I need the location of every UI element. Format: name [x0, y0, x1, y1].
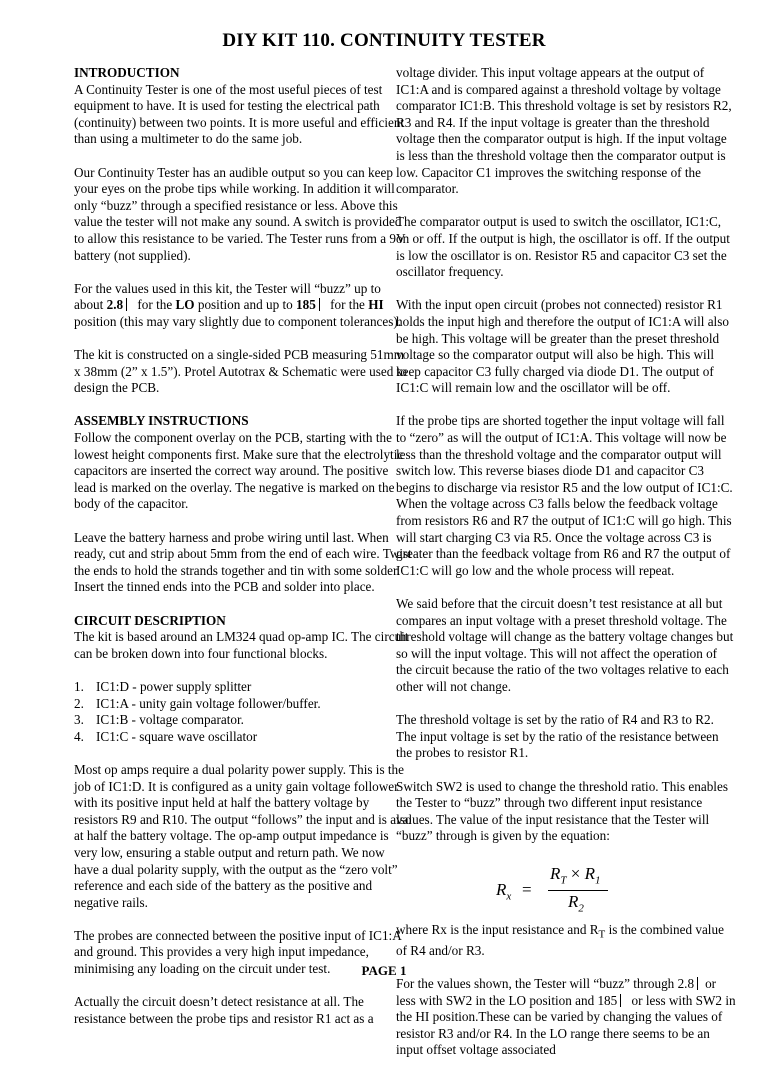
list-item: [74, 679, 412, 696]
right-paragraph-2: The comparator output is used to switch the oscillator, IC1:C, on or off. If the output is high, the oscillator is off. If the output is low the oscillator is on. Resistor R5 and capacitor C3 set the oscillator frequency.: [396, 214, 730, 280]
hi-value: 185: [296, 297, 316, 313]
right-paragraph-7: Switch SW2 is used to change the threshold ratio. This enables the Tester to “buzz” through two different input resistance values. The value of the input resistance that the Tester will “buzz” through is given by the equation:: [396, 778, 728, 844]
eq-num-b: R: [584, 863, 595, 883]
circuit-paragraph-2: Most op amps require a dual polarity power supply. This is the job of IC1:D. It is configured as a unity gain voltage follower with its positive input held at half the battery voltage by resistors R9 and R10. The output “follows” the input and is also at half the battery voltage. The op-amp output impedance is very low, ensuring a stable output and return path. We now have a dual polarity supply, with the output as the “zero volt” reference and each side of the battery as the positive and negative rails.: [74, 761, 412, 910]
equation-denominator: [568, 891, 584, 917]
equation-lhs: [496, 879, 512, 905]
intro-heading: INTRODUCTION: [74, 65, 180, 80]
hi-label: HI: [368, 297, 384, 313]
list-text: IC1:B - voltage comparator.: [96, 712, 244, 728]
eq-lhs-sub: x: [506, 889, 512, 902]
p8-a: where Rx is the input resistance and R: [396, 921, 599, 937]
equals-sign: =: [522, 879, 532, 899]
circuit-paragraph-3: The probes are connected between the positive input of IC1:A and ground. This provides a very high input impedance, minimising any loading on the circuit under test.: [74, 927, 402, 977]
right-paragraph-1: voltage divider. This input voltage appears at the output of IC1:A and is compared against a threshold voltage by voltage comparator IC1:B. This threshold voltage is set by resistors R2, R3 and R4. If the input voltage is greater than the threshold voltage then the comparator output is high. If the input voltage is less than the threshold voltage then the comparator output is low. Capacitor C1 improves the switching response of the comparator.: [396, 65, 732, 197]
eq-times: ×: [566, 863, 585, 883]
ohm-symbol-icon: [319, 298, 324, 311]
right-column: [396, 65, 736, 1075]
resistance-equation: [396, 862, 736, 918]
intro-p3-b: for the: [134, 297, 176, 313]
p9-b: or less with SW2 in the LO position and 185: [396, 975, 717, 1008]
list-number: 1.: [74, 678, 84, 694]
equation-numerator: [550, 863, 601, 889]
assembly-heading: ASSEMBLY INSTRUCTIONS: [74, 413, 249, 429]
p8-b: is the combined value of R4 and/or R3.: [396, 921, 724, 958]
circuit-paragraph-4: Actually the circuit doesn’t detect resistance at all. The resistance between the probe tips and resistor R1 act as a: [74, 994, 374, 1026]
assembly-paragraph-1: Follow the component overlay on the PCB, starting with the lowest height components first. Make sure that the electrolytic capacitors are inserted the correct way around. The positive lead is marked on the overlay. The negative is marked on the body of the capacitor.: [74, 430, 404, 512]
page-title: DIY KIT 110. CONTINUITY TESTER: [222, 30, 546, 51]
list-item: [74, 712, 412, 729]
intro-paragraph-4: The kit is constructed on a single-sided PCB measuring 51mm x 38mm (2” x 1.5”). Protel Autotrax & Schematic were used to design the PCB.: [74, 347, 407, 396]
list-number: 2.: [74, 695, 84, 711]
fraction-bar: [548, 890, 608, 891]
page-number: PAGE 1: [361, 963, 407, 978]
p8-sub: T: [598, 928, 606, 941]
functional-blocks-list: [74, 679, 412, 745]
p9-a: For the values shown, the Tester will “buzz” through 2.8: [396, 975, 695, 991]
list-text: IC1:C - square wave oscillator: [96, 728, 258, 744]
right-paragraph-6: The threshold voltage is set by the ratio of R4 and R3 to R2. The input voltage is set by the ratio of the resistance between the probes to resistor R1.: [396, 712, 719, 761]
intro-p3-e: position (this may vary slightly due to component tolerances).: [74, 313, 402, 329]
lo-label: LO: [175, 297, 195, 313]
assembly-paragraph-2: Leave the battery harness and probe wiring until last. When ready, cut and strip about 5mm from the end of each wire. Twist the ends to hold the strands together and tin with some solder. Insert the tinned ends into the PCB and solder into place.: [74, 529, 412, 595]
circuit-paragraph-1: The kit is based around an LM324 quad op-amp IC. The circuit can be broken down into four functional blocks.: [74, 629, 409, 661]
right-paragraph-5: We said before that the circuit doesn’t test resistance at all but compares an input voltage with a preset threshold voltage. The threshold voltage will change as the battery voltage changes but so will the input voltage. This will not affect the operation of the circuit because the ratio of the two voltages relative to each other will not change.: [396, 596, 734, 694]
list-text: IC1:A - unity gain voltage follower/buffer.: [96, 695, 321, 711]
left-column: [74, 65, 412, 1044]
eq-num-a-sub: T: [560, 873, 567, 886]
list-item: [74, 729, 412, 746]
p9-c: or less with SW2 in the HI position.These can be varied by changing the values of resistor R3 and/or R4. In the LO range there seems to be an input offset voltage associated: [396, 992, 736, 1058]
right-paragraph-3: With the input open circuit (probes not connected) resistor R1 holds the input high and therefore the output of IC1:A will also be high. This voltage will be greater than the preset threshold voltage so the comparator output will also be high. This will keep capacitor C3 fully charged via diode D1. The output of IC1:C will remain low and the oscillator will be off.: [396, 297, 729, 396]
list-number: 4.: [74, 728, 84, 744]
intro-p3-d: for the: [326, 297, 369, 313]
right-paragraph-8: [396, 922, 736, 960]
lo-value: 2.8: [106, 297, 124, 313]
ohm-symbol-icon: [620, 994, 625, 1007]
list-number: 3.: [74, 712, 84, 728]
intro-p3-a: For the values used in this kit, the Tester will “buzz” up to about: [74, 280, 381, 313]
list-text: IC1:D - power supply splitter: [96, 678, 252, 694]
list-item: [74, 696, 412, 713]
eq-num-b-sub: 1: [595, 873, 601, 886]
eq-lhs-symbol: R: [496, 879, 507, 899]
circuit-heading: CIRCUIT DESCRIPTION: [74, 612, 226, 628]
eq-num-a: R: [550, 863, 561, 883]
intro-paragraph-3: [74, 281, 412, 331]
intro-paragraph-1: A Continuity Tester is one of the most useful pieces of test equipment to have. It is used for testing the electrical path (continuity) between two points. It is more useful and efficient than using a multimeter to do the same job.: [74, 81, 405, 147]
right-paragraph-4: If the probe tips are shorted together the input voltage will fall to “zero” as will the output of IC1:A. This voltage will now be less than the threshold voltage and the comparator output will switch low. This reverse biases diode D1 and capacitor C3 begins to discharge via resistor R5 and the low output of IC1:C. When the voltage across C3 falls below the feedback voltage from resistors R6 and R7 the output of IC1:C will go high. This will start charging C3 via R5. Once the voltage across C3 is greater than the feedback voltage from R6 and R7 the output of IC1:C will go low and the whole process will repeat.: [396, 413, 733, 578]
eq-den-sub: 2: [578, 901, 584, 914]
intro-paragraph-2: Our Continuity Tester has an audible output so you can keep your eyes on the probe tips while working. In addition it will only “buzz” through a specified resistance or less. Above this value the tester will not make any sound. A switch is provided to allow this resistance to be varied. The Tester runs from a 9V battery (not supplied).: [74, 164, 406, 263]
ohm-symbol-icon: [126, 298, 131, 311]
eq-den: R: [568, 891, 579, 911]
right-paragraph-9: [396, 976, 736, 1059]
intro-p3-c: position and up to: [194, 297, 297, 313]
